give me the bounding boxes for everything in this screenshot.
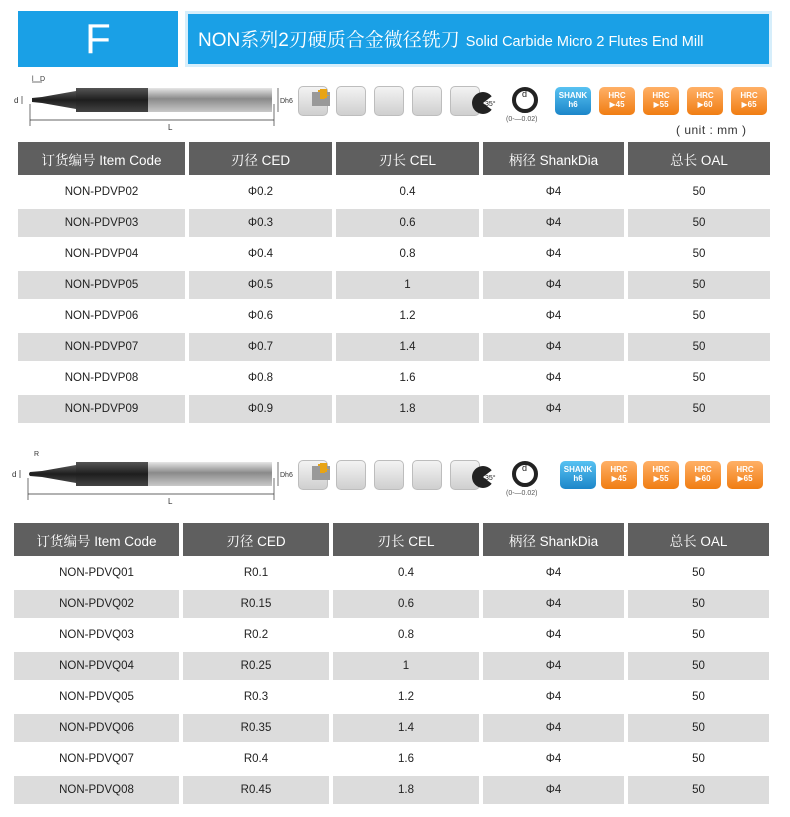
cell-item-code: NON-PDVP06 [18,302,185,330]
hrc-badge-value: ▶65 [737,474,753,483]
cell-shank-dia: Φ4 [483,776,624,804]
page-title [198,24,704,56]
table-row [18,240,770,268]
table-row [14,714,769,742]
col-cel: 刃长 CEL [333,523,479,556]
cell-ced: R0.1 [183,559,329,587]
col-shank-dia: 柄径 ShankDia [483,523,624,556]
cell-ced: Φ0.8 [189,364,332,392]
tolerance-icon [509,458,541,488]
cell-cel: 0.8 [333,621,479,649]
cell-oal: 50 [628,714,769,742]
unit-label: ( unit : mm ) [676,123,747,137]
pocketing-icon [336,460,366,490]
cell-cel: 1 [336,271,479,299]
col-item-code: 订货编号 Item Code [14,523,179,556]
spec-table-radius [14,523,769,807]
hrc60-badge [685,461,721,489]
cell-shank-dia: Φ4 [483,559,624,587]
hrc-badge-label: HRC [696,91,714,100]
cell-item-code: NON-PDVQ06 [14,714,179,742]
hrc55-badge [643,461,679,489]
cell-shank-dia: Φ4 [483,178,624,206]
col-oal: 总长 OAL [628,142,770,175]
cell-cel: 0.4 [336,178,479,206]
pocketing-icon [336,86,366,116]
tolerance-value: (0-—0.02) [506,116,538,123]
table-row [14,683,769,711]
cell-cel: 0.4 [333,559,479,587]
cell-ced: Φ0.6 [189,302,332,330]
hrc45-badge [599,87,635,115]
cell-shank-dia: Φ4 [483,209,624,237]
shank-h6-badge [560,461,596,489]
cell-oal: 50 [628,776,769,804]
cell-shank-dia: Φ4 [483,364,624,392]
cell-cel: 0.8 [336,240,479,268]
cell-shank-dia: Φ4 [483,271,624,299]
table-row [14,559,769,587]
cell-ced: R0.4 [183,745,329,773]
tolerance-value: (0-—0.02) [506,490,538,497]
tool-diagram-radius [0,448,790,508]
cell-shank-dia: Φ4 [483,745,624,773]
spec-table-flat [18,142,770,426]
table-row [18,178,770,206]
cell-item-code: NON-PDVQ01 [14,559,179,587]
cell-item-code: NON-PDVP04 [18,240,185,268]
table-row [18,271,770,299]
table-row [14,590,769,618]
cell-oal: 50 [628,745,769,773]
cell-cel: 1.4 [333,714,479,742]
cell-item-code: NON-PDVQ08 [14,776,179,804]
cell-item-code: NON-PDVP05 [18,271,185,299]
cell-shank-dia: Φ4 [483,333,624,361]
dim-d-label: d [12,470,17,479]
cell-item-code: NON-PDVQ04 [14,652,179,680]
series-letter: F [18,11,178,67]
cell-ced: R0.45 [183,776,329,804]
cell-oal: 50 [628,271,770,299]
tolerance-symbol: d [522,89,528,99]
cell-item-code: NON-PDVQ05 [14,683,179,711]
tolerance-symbol: d [522,463,528,473]
tolerance-icon [509,84,541,114]
cell-cel: 1 [333,652,479,680]
table-header [14,523,769,556]
cell-shank-dia: Φ4 [483,652,624,680]
hrc-badge-label: HRC [610,465,628,474]
cell-ced: R0.3 [183,683,329,711]
col-oal: 总长 OAL [628,523,769,556]
hrc-badge-value: ▶65 [741,100,757,109]
cell-cel: 0.6 [336,209,479,237]
shank-badge-top: SHANK [558,91,588,100]
hrc-badge-label: HRC [736,465,754,474]
table-row [14,776,769,804]
cell-ced: Φ0.3 [189,209,332,237]
cell-oal: 50 [628,621,769,649]
table-row [18,209,770,237]
col-cel: 刃长 CEL [336,142,479,175]
table-row [14,652,769,680]
col-ced: 刃径 CED [183,523,329,556]
col-shank-dia: 柄径 ShankDia [483,142,624,175]
shank-badge-bottom: h6 [568,100,578,109]
cell-ced: Φ0.5 [189,271,332,299]
hrc-badge-value: ▶45 [609,100,625,109]
cell-item-code: NON-PDVP02 [18,178,185,206]
cell-oal: 50 [628,590,769,618]
col-ced: 刃径 CED [189,142,332,175]
hrc-badge-value: ▶45 [611,474,627,483]
dim-r-label: R [34,451,40,458]
cell-shank-dia: Φ4 [483,714,624,742]
table-row [18,333,770,361]
cell-cel: 1.2 [333,683,479,711]
cell-cel: 1.6 [333,745,479,773]
dim-length-label: L [168,497,173,506]
cell-oal: 50 [628,209,770,237]
end-mill-drawing [12,74,297,134]
cell-oal: 50 [628,559,769,587]
cell-item-code: NON-PDVP07 [18,333,185,361]
cell-shank-dia: Φ4 [483,683,624,711]
application-icons [298,460,480,490]
cell-shank-dia: Φ4 [483,590,624,618]
cell-item-code: NON-PDVP03 [18,209,185,237]
application-icons [298,86,480,116]
cell-oal: 50 [628,683,769,711]
cell-shank-dia: Φ4 [483,302,624,330]
face-milling-icon [374,86,404,116]
shank-badge-top: SHANK [563,465,593,474]
shank-h6-badge [555,87,591,115]
cell-item-code: NON-PDVQ07 [14,745,179,773]
hrc65-badge [727,461,763,489]
cell-oal: 50 [628,333,770,361]
cell-cel: 1.6 [336,364,479,392]
cell-shank-dia: Φ4 [483,395,624,423]
dim-shank-label: Dh6 [280,472,293,479]
helix-angle-value: 35° [485,475,496,482]
dim-length-label: L [168,123,173,132]
hrc-badge-label: HRC [652,465,670,474]
hrc-badge-label: HRC [652,91,670,100]
cell-shank-dia: Φ4 [483,240,624,268]
dim-l-label: l [32,76,34,83]
hrc60-badge [687,87,723,115]
table-header [18,142,770,175]
cell-oal: 50 [628,395,770,423]
ball-end-mill-drawing [12,448,297,508]
cell-cel: 1.2 [336,302,479,330]
hrc-badge-value: ▶55 [653,100,669,109]
cell-ced: Φ0.9 [189,395,332,423]
title-chinese: NON系列2刃硬质合金微径铣刀 [198,30,460,51]
cell-oal: 50 [628,240,770,268]
cell-cel: 1.8 [333,776,479,804]
cell-ced: R0.35 [183,714,329,742]
dim-d1-label: D [40,76,46,83]
hrc55-badge [643,87,679,115]
cell-shank-dia: Φ4 [483,621,624,649]
helix-angle-value: 35° [485,101,496,108]
hrc65-badge [731,87,767,115]
hrc-badge-label: HRC [740,91,758,100]
cell-ced: R0.25 [183,652,329,680]
side-milling-icon [412,460,442,490]
table-row [18,395,770,423]
hrc-badge-label: HRC [608,91,626,100]
cell-cel: 1.4 [336,333,479,361]
cell-item-code: NON-PDVQ03 [14,621,179,649]
helix-angle-icon [470,89,500,117]
cell-item-code: NON-PDVQ02 [14,590,179,618]
table-row [18,364,770,392]
cell-oal: 50 [628,178,770,206]
face-milling-icon [374,460,404,490]
cell-item-code: NON-PDVP09 [18,395,185,423]
hrc45-badge [601,461,637,489]
cell-oal: 50 [628,652,769,680]
col-item-code: 订货编号 Item Code [18,142,185,175]
cell-oal: 50 [628,302,770,330]
table-row [14,621,769,649]
helix-angle-icon [470,463,500,491]
table-row [14,745,769,773]
cell-ced: Φ0.2 [189,178,332,206]
dim-shank-label: Dh6 [280,98,293,105]
cell-cel: 0.6 [333,590,479,618]
cell-cel: 1.8 [336,395,479,423]
hrc-badge-label: HRC [694,465,712,474]
cell-ced: R0.2 [183,621,329,649]
table-row [18,302,770,330]
hrc-badge-value: ▶60 [695,474,711,483]
shank-badge-bottom: h6 [573,474,583,483]
cell-item-code: NON-PDVP08 [18,364,185,392]
hrc-badge-value: ▶60 [697,100,713,109]
tool-diagram-flat [0,74,790,134]
cell-ced: Φ0.7 [189,333,332,361]
cell-oal: 50 [628,364,770,392]
dim-d-label: d [14,96,19,105]
hrc-badge-value: ▶55 [653,474,669,483]
cell-ced: Φ0.4 [189,240,332,268]
title-english: Solid Carbide Micro 2 Flutes End Mill [465,34,704,50]
cell-ced: R0.15 [183,590,329,618]
side-milling-icon [412,86,442,116]
